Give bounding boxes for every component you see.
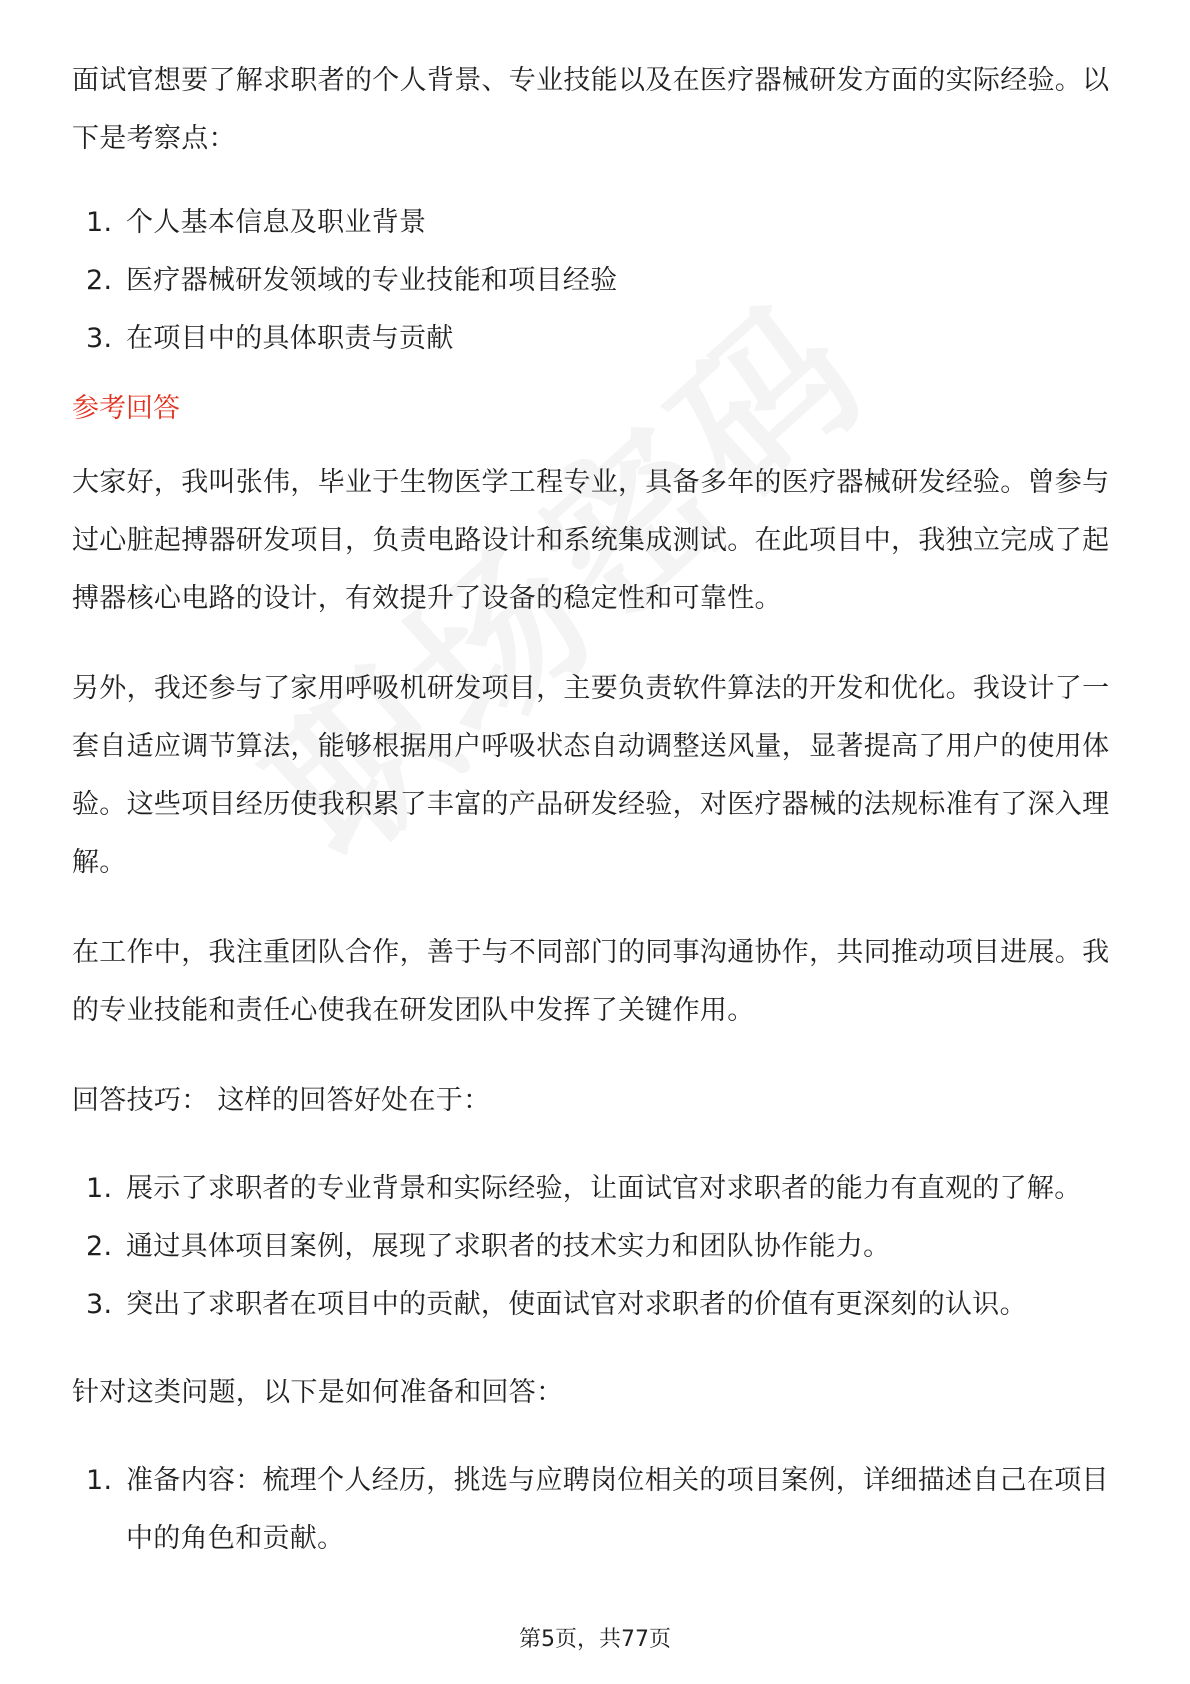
list-number: 1. [86,1465,113,1496]
tips-intro: 回答技巧： 这样的回答好处在于： [72,1085,491,1116]
list-item-text: 在项目中的具体职责与贡献 [126,323,454,354]
list-item [72,1218,1122,1276]
list-item-text: 通过具体项目案例，展现了求职者的技术实力和团队协作能力。 [126,1231,891,1262]
page-footer: 第5页，共77页 [519,1627,671,1652]
preparation-list [72,1452,1122,1568]
focus-points-list [72,194,1122,368]
list-number: 2. [86,265,113,296]
list-item-text: 展示了求职者的专业背景和实际经验，让面试官对求职者的能力有直观的了解。 [126,1173,1082,1204]
list-item-text: 个人基本信息及职业背景 [126,207,427,238]
answer-paragraph: 另外，我还参与了家用呼吸机研发项目，主要负责软件算法的开发和优化。我设计了一套自适应调节算法，能够根据用户呼吸状态自动调整送风量，显著提高了用户的使用体验。这些项目经历使我积累了丰富的产品研发经验，对医疗器械的法规标准有了深入理解。 [72,673,1110,878]
list-number: 1. [86,1173,113,1204]
list-item [72,1160,1122,1218]
list-number: 3. [86,1289,113,1320]
preparation-intro: 针对这类问题，以下是如何准备和回答： [72,1377,564,1408]
intro-text: 面试官想要了解求职者的个人背景、专业技能以及在医疗器械研发方面的实际经验。以下是考察点： [72,65,1110,154]
list-number: 3. [86,323,113,354]
list-item [72,252,1122,310]
list-item [72,194,1122,252]
tips-list [72,1160,1122,1334]
list-item [72,1276,1122,1334]
answer-paragraph: 大家好，我叫张伟，毕业于生物医学工程专业，具备多年的医疗器械研发经验。曾参与过心脏起搏器研发项目，负责电路设计和系统集成测试。在此项目中，我独立完成了起搏器核心电路的设计，有效提升了设备的稳定性和可靠性。 [72,467,1110,614]
answer-paragraph: 在工作中，我注重团队合作，善于与不同部门的同事沟通协作，共同推动项目进展。我的专业技能和责任心使我在研发团队中发挥了关键作用。 [72,937,1110,1026]
list-item-text: 医疗器械研发领域的专业技能和项目经验 [126,265,618,296]
document-page [72,52,1122,1568]
list-number: 2. [86,1231,113,1262]
list-item-text: 准备内容：梳理个人经历，挑选与应聘岗位相关的项目案例，详细描述自己在项目中的角色和贡献。 [126,1465,1109,1554]
section-title-reference-answer: 参考回答 [72,393,180,424]
list-number: 1. [86,207,113,238]
list-item-text: 突出了求职者在项目中的贡献，使面试官对求职者的价值有更深刻的认识。 [126,1289,1027,1320]
list-item [72,310,1122,368]
list-item [72,1452,1122,1568]
